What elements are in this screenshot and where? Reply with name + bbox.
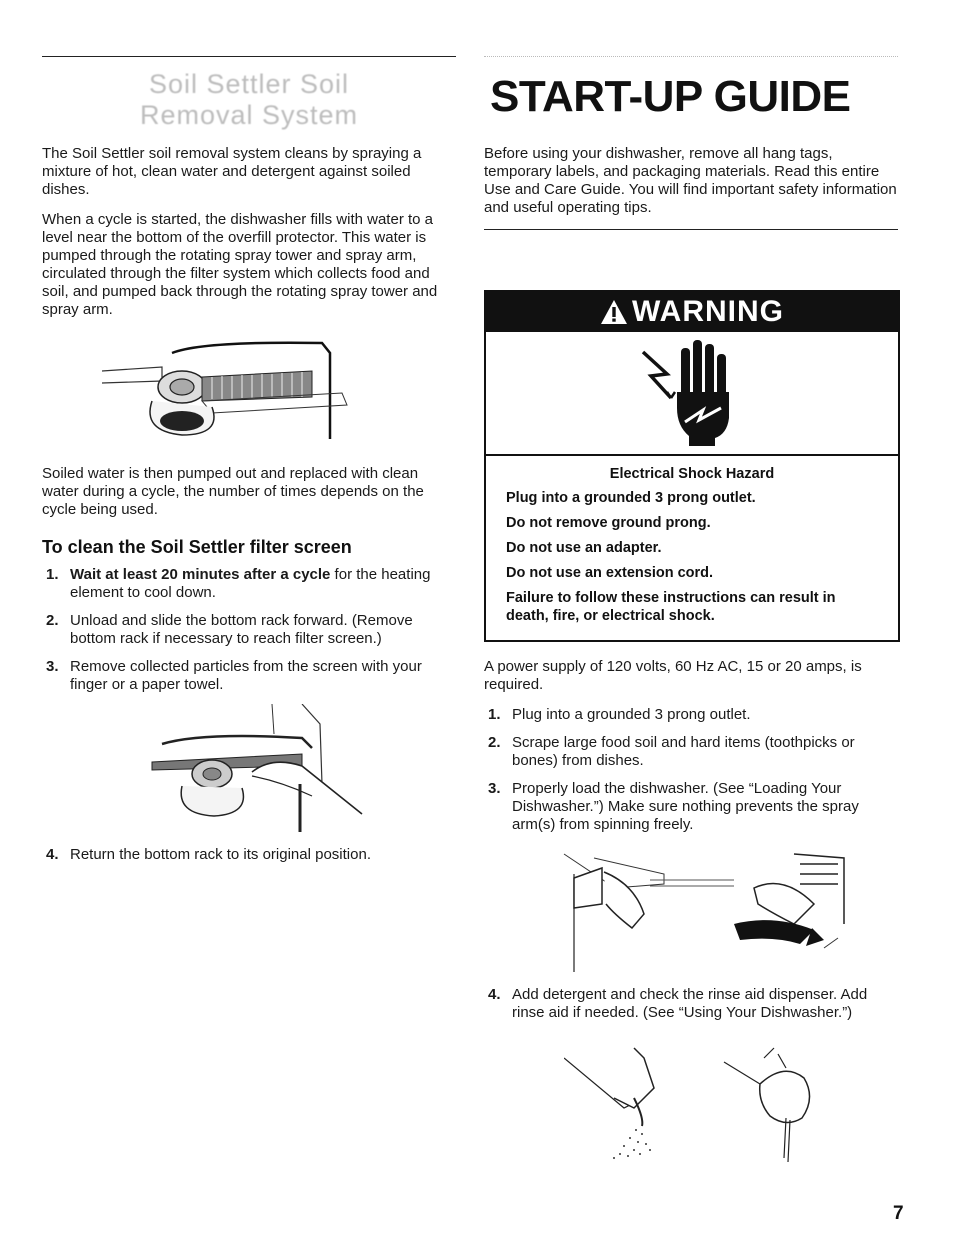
warning-line: Do not use an adapter.: [506, 540, 662, 556]
list-item: 3. Remove collected particles from the screen with your finger or a paper towel.: [46, 658, 422, 693]
list-item: 3. Properly load the dishwasher. (See “Loading Your Dishwasher.”) Make sure nothing prevents the spray arm(s) from spinning freely.: [488, 780, 859, 833]
faded-title-line1: Soil Settler Soil: [148, 69, 350, 99]
detergent-illustrations: [564, 1038, 898, 1168]
list-item: 4. Return the bottom rack to its original position.: [46, 846, 371, 863]
filter-screen-heading: To clean the Soil Settler filter screen: [42, 537, 352, 557]
spray-arm-illustration: [102, 331, 456, 451]
section-divider: [484, 229, 898, 230]
warning-label: WARNING: [632, 295, 784, 328]
filter-steps-list: [42, 566, 456, 694]
warning-line: Failure to follow these instructions can result in death, fire, or electrical shock.: [506, 590, 836, 624]
hazard-title: Electrical Shock Hazard: [609, 466, 775, 482]
left-column: [42, 56, 456, 874]
filter-steps-list-continued: [42, 846, 456, 864]
warning-box: [484, 290, 900, 642]
power-paragraph: A power supply of 120 volts, 60 Hz AC, 15 or 20 amps, is required.: [484, 658, 862, 693]
loading-illustrations: [554, 844, 898, 972]
warning-line: Do not use an extension cord.: [506, 565, 714, 581]
startup-steps-list: [484, 706, 898, 834]
filter-cleaning-illustration: [142, 704, 456, 832]
spray-arm-drawing: [102, 331, 402, 451]
right-column: [484, 56, 898, 1182]
startup-steps-list-continued: [484, 986, 898, 1022]
list-item: 2. Scrape large food soil and hard items (toothpicks or bones) from dishes.: [488, 734, 855, 769]
paragraph-soiled-water: Soiled water is then pumped out and replaced with clean water during a cycle, the number of times depends on the cycle being used.: [42, 465, 424, 518]
list-item: 1. Plug into a grounded 3 prong outlet.: [488, 706, 751, 723]
warning-triangle-icon: [600, 299, 628, 325]
warning-line: Do not remove ground prong.: [506, 515, 711, 531]
top-dotted-rule: [484, 56, 898, 57]
intro-paragraph: Before using your dishwasher, remove all hang tags, temporary labels, and packaging materials. Read this entire Use and Care Guide. You will find important safety information and useful operating tips.: [484, 145, 897, 216]
electric-shock-hand-icon: [637, 338, 747, 448]
page-number: 7: [893, 1203, 904, 1224]
faded-section-title: [42, 69, 456, 131]
top-rule: [42, 56, 456, 57]
faded-title-line2: Removal System: [139, 100, 359, 130]
list-item: 1. Wait at least 20 minutes after a cycle for the heating element to cool down.: [46, 566, 431, 601]
list-item: 4. Add detergent and check the rinse aid dispenser. Add rinse aid if needed. (See “Using Your Dishwasher.”): [488, 986, 868, 1021]
list-item: 2. Unload and slide the bottom rack forward. (Remove bottom rack if necessary to reach filter screen.): [46, 612, 413, 647]
warning-text: [486, 456, 898, 640]
paragraph-soil-settler: The Soil Settler soil removal system cleans by spraying a mixture of hot, clean water and detergent against soiled dishes.: [42, 145, 422, 198]
warning-header: [486, 292, 898, 332]
page-title: START-UP GUIDE: [490, 72, 851, 121]
warning-line: Plug into a grounded 3 prong outlet.: [506, 490, 756, 506]
detergent-and-rinse-aid-drawing: [564, 1038, 844, 1168]
rack-and-spray-arm-drawing: [554, 844, 854, 972]
shock-icon-area: [486, 332, 898, 456]
hand-cleaning-drawing: [142, 704, 372, 832]
paragraph-cycle: When a cycle is started, the dishwasher fills with water to a level near the bottom of the overfill protector. This water is pumped through the rotating spray tower and spray arm, circulated through the filter system which collects food and soil, and pumped back through the rotating spray tower and spray arm.: [42, 211, 438, 318]
